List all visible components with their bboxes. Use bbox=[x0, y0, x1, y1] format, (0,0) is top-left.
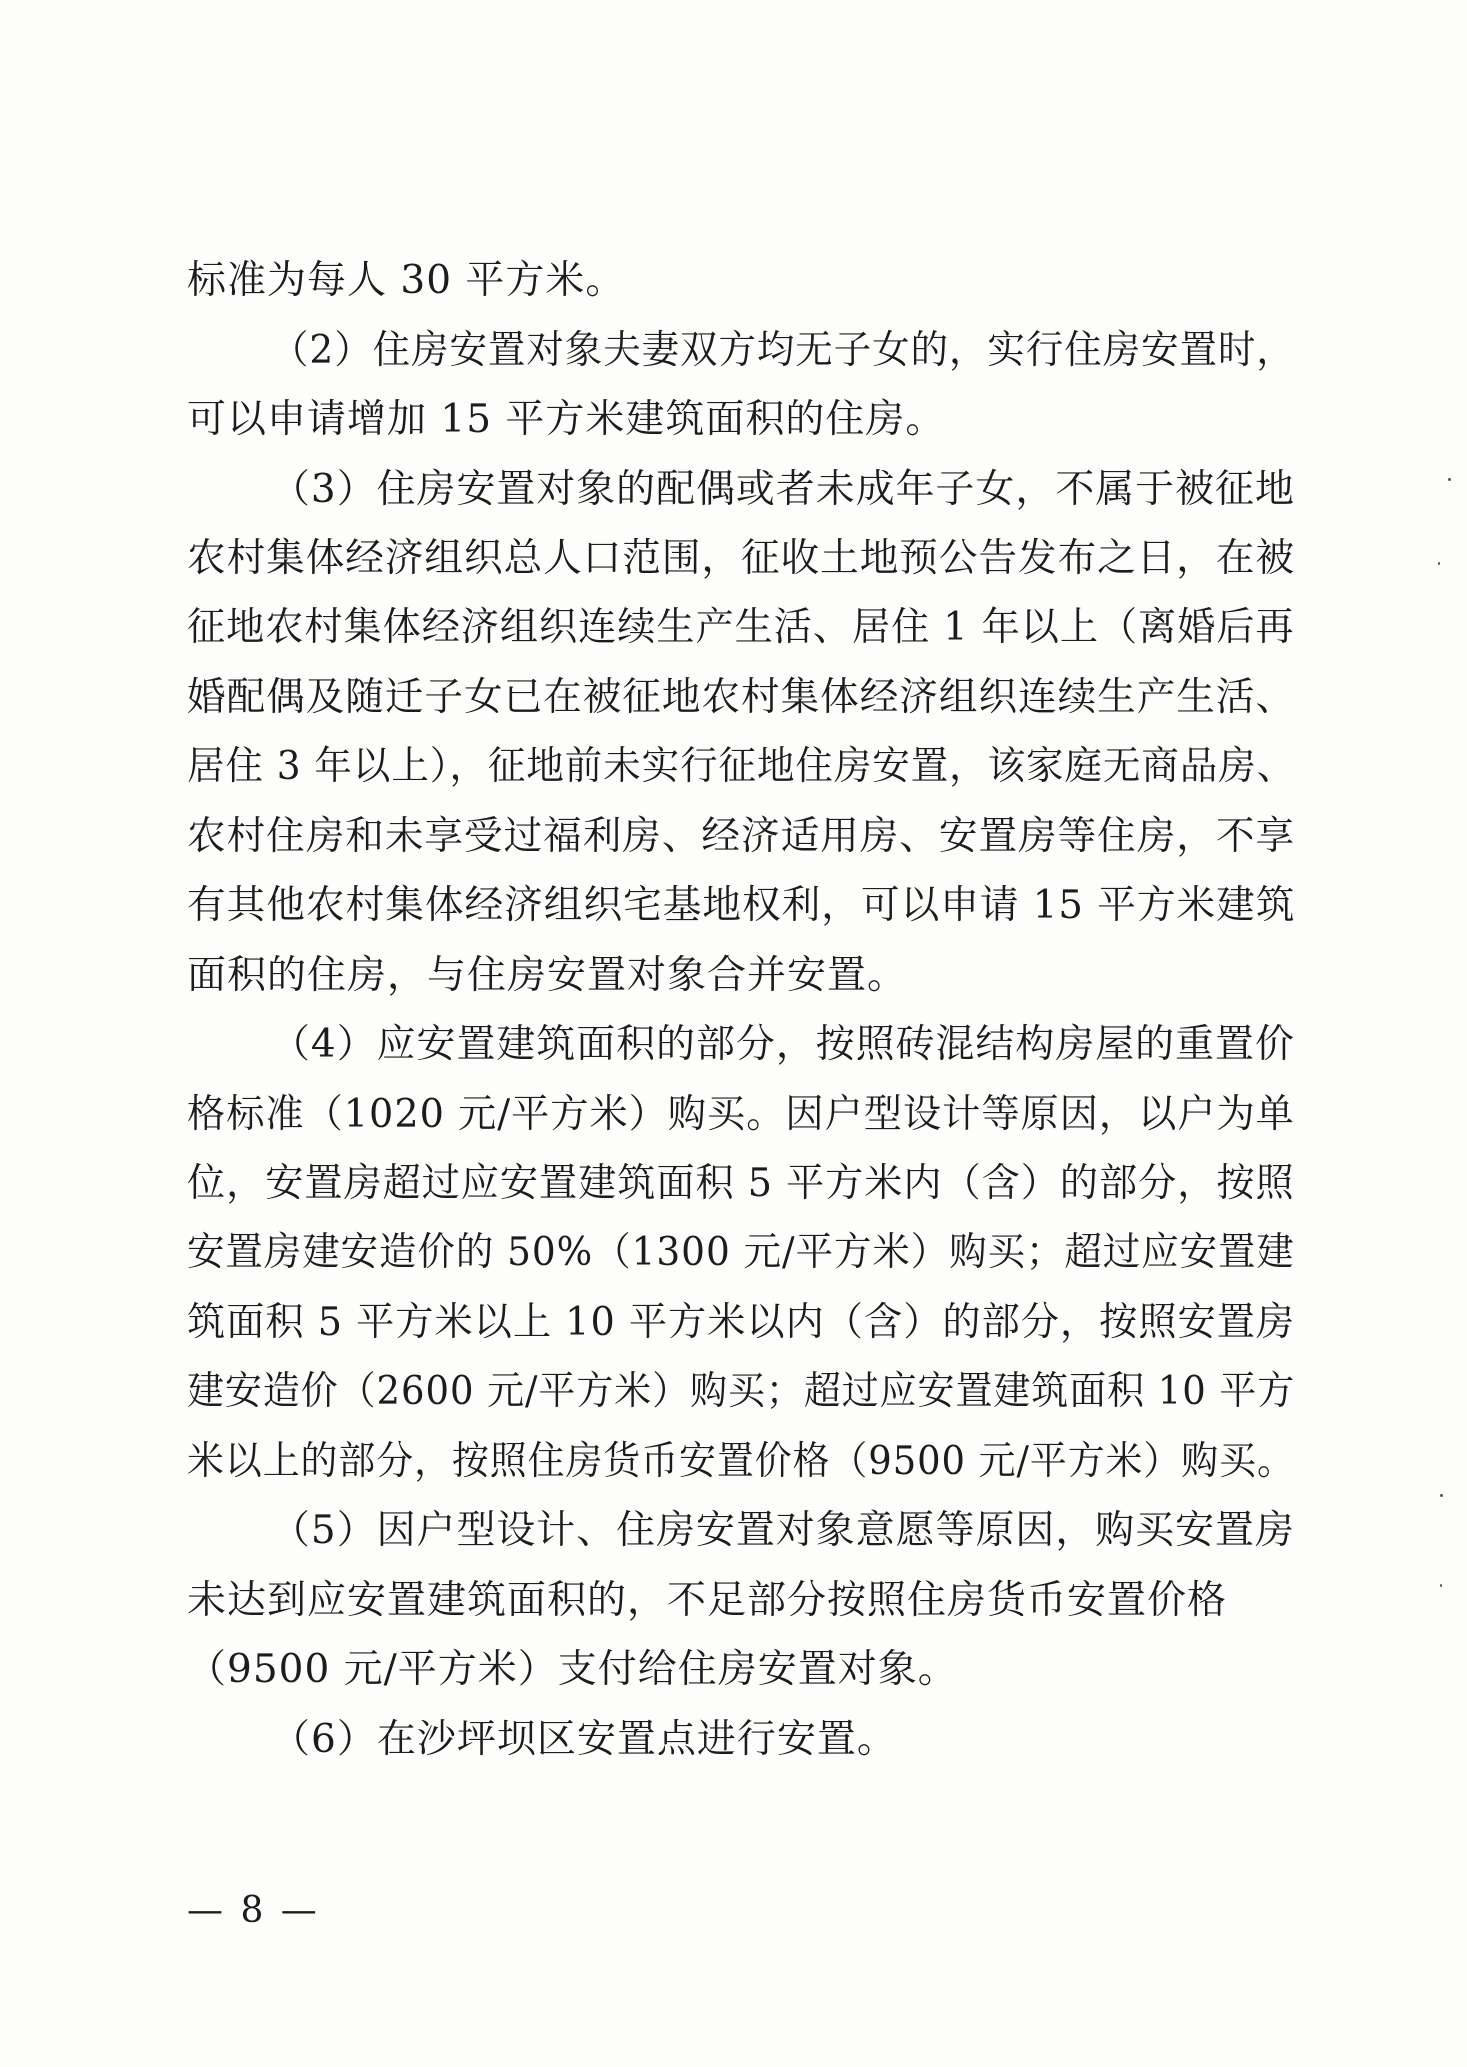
text-line: 有其他农村集体经济组织宅基地权利，可以申请 15 平方米建筑 bbox=[187, 883, 1296, 928]
text-line: 格标准（1020 元/平方米）购买。因户型设计等原因，以户为单 bbox=[187, 1092, 1295, 1137]
text-line: 未达到应安置建筑面积的，不足部分按照住房货币安置价格 bbox=[187, 1578, 1228, 1623]
text-line: 筑面积 5 平方米以上 10 平方米以内（含）的部分，按照安置房 bbox=[187, 1300, 1296, 1345]
text-line: 婚配偶及随迁子女已在被征地农村集体经济组织连续生产生活、 bbox=[187, 675, 1296, 720]
text-line: 征地农村集体经济组织连续生产生活、居住 1 年以上（离婚后再 bbox=[187, 605, 1295, 650]
text-line: 面积的住房，与住房安置对象合并安置。 bbox=[187, 953, 908, 998]
text-line: 居住 3 年以上），征地前未实行征地住房安置，该家庭无商品房、 bbox=[187, 744, 1296, 789]
text-line: 标准为每人 30 平方米。 bbox=[187, 258, 626, 303]
scan-speck bbox=[1448, 478, 1451, 481]
text-line: （6）在沙坪坝区安置点进行安置。 bbox=[271, 1717, 897, 1762]
scan-speck bbox=[1440, 1494, 1443, 1497]
text-line: 安置房建安造价的 50%（1300 元/平方米）购买；超过应安置建 bbox=[187, 1230, 1295, 1275]
text-line: 农村住房和未享受过福利房、经济适用房、安置房等住房，不享 bbox=[187, 814, 1296, 859]
text-line: 农村集体经济组织总人口范围，征收土地预公告发布之日，在被 bbox=[187, 536, 1296, 581]
text-line: 位，安置房超过应安置建筑面积 5 平方米内（含）的部分，按照 bbox=[187, 1161, 1295, 1206]
text-line: （9500 元/平方米）支付给住房安置对象。 bbox=[187, 1647, 958, 1692]
text-line: 建安造价（2600 元/平方米）购买；超过应安置建筑面积 10 平方 bbox=[187, 1369, 1296, 1414]
page-number: — 8 — bbox=[187, 1890, 320, 1931]
scan-speck bbox=[1440, 1584, 1442, 1587]
text-line: （3）住房安置对象的配偶或者未成年子女，不属于被征地 bbox=[271, 467, 1295, 512]
text-line: （4）应安置建筑面积的部分，按照砖混结构房屋的重置价 bbox=[271, 1022, 1295, 1067]
text-line: 可以申请增加 15 平方米建筑面积的住房。 bbox=[187, 397, 946, 442]
text-line: （5）因户型设计、住房安置对象意愿等原因，购买安置房 bbox=[271, 1508, 1295, 1553]
text-line: 米以上的部分，按照住房货币安置价格（9500 元/平方米）购买。 bbox=[187, 1439, 1295, 1484]
text-line: （2）住房安置对象夫妻双方均无子女的，实行住房安置时， bbox=[271, 328, 1295, 373]
scan-speck bbox=[1438, 562, 1440, 565]
